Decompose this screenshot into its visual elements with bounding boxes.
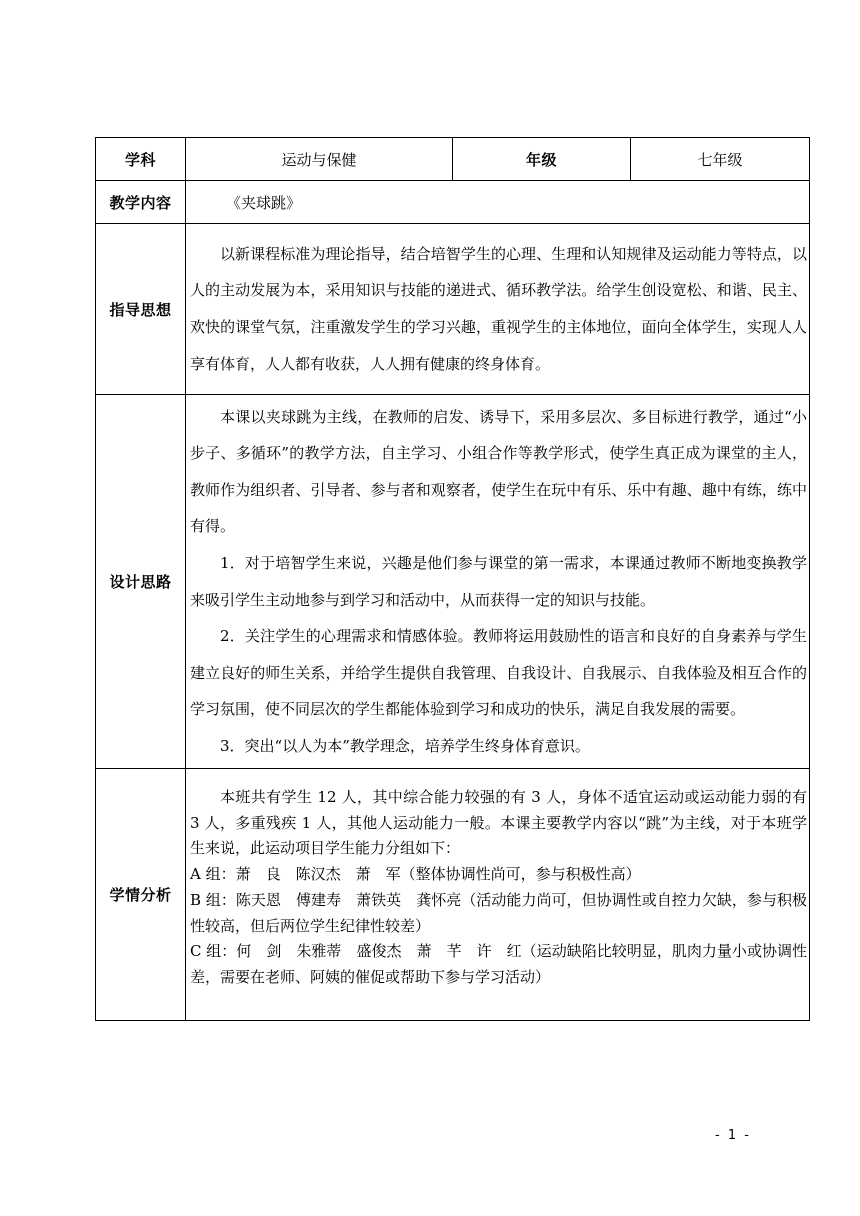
student-analysis-label: 学情分析 <box>96 769 186 1021</box>
guiding-thought-cell <box>186 224 810 395</box>
analysis-group-a: A 组：萧 良 陈汉杰 萧 军（整体协调性尚可，参与积极性高） <box>190 865 641 884</box>
grade-label: 年级 <box>453 138 631 181</box>
grade-value: 七年级 <box>631 138 810 181</box>
guiding-thought-text: 以新课程标准为理论指导，结合培智学生的心理、生理和认知规律及运动能力等特点，以人的主动发展为本，采用知识与技能的递进式、循环教学法。给学生创设宽松、和谐、民主、欢快的课堂气氛，注重激发学生的学习兴趣，重视学生的主体地位，面向全体学生，实现人人享有体育，人人都有收获，人人拥有健康的终身体育。 <box>190 244 807 373</box>
subject-label: 学科 <box>96 138 186 181</box>
design-paragraph: 3．突出“以人为本”教学理念，培养学生终身体育意识。 <box>220 736 590 755</box>
design-paragraph: 2．关注学生的心理需求和情感体验。教师将运用鼓励性的语言和良好的自身素养与学生建立良好的师生关系，并给学生提供自我管理、自我设计、自我展示、自我体验及相互合作的学习氛围，使不同层次的学生都能体验到学习和成功的快乐，满足自我发展的需要。 <box>190 627 807 719</box>
design-idea-cell <box>186 395 810 769</box>
student-analysis-cell <box>186 769 810 1021</box>
teaching-content-label: 教学内容 <box>96 181 186 224</box>
teaching-content-value: 《夹球跳》 <box>186 181 810 224</box>
design-paragraph: 1．对于培智学生来说，兴趣是他们参与课堂的第一需求，本课通过教师不断地变换教学来吸引学生主动地参与到学习和活动中，从而获得一定的知识与技能。 <box>190 553 807 609</box>
design-idea-label: 设计思路 <box>96 395 186 769</box>
analysis-group-c: C 组：何 剑 朱雅蒂 盛俊杰 萧 芊 许 红（运动缺陷比较明显，肌肉力量小或协调性差，需要在老师、阿姨的催促或帮助下参与学习活动） <box>190 942 807 986</box>
lesson-plan-table <box>95 137 810 1021</box>
page-number: - 1 - <box>715 1128 751 1143</box>
subject-value: 运动与保健 <box>186 138 453 181</box>
student-analysis-row <box>96 769 810 1021</box>
teaching-content-row <box>96 181 810 224</box>
subject-grade-row <box>96 138 810 181</box>
design-paragraph: 本课以夹球跳为主线，在教师的启发、诱导下，采用多层次、多目标进行教学，通过“小步子、多循环”的教学方法，自主学习、小组合作等教学形式，使学生真正成为课堂的主人，教师作为组织者、引导者、参与者和观察者，使学生在玩中有乐、乐中有趣、趣中有练，练中有得。 <box>190 407 807 536</box>
guiding-thought-label: 指导思想 <box>96 224 186 395</box>
analysis-group-b: B 组：陈天恩 傅建寿 萧铁英 龚怀亮（活动能力尚可，但协调性或自控力欠缺，参与积极性较高，但后两位学生纪律性较差） <box>190 890 807 935</box>
guiding-thought-row <box>96 224 810 395</box>
design-idea-row <box>96 395 810 769</box>
analysis-intro: 本班共有学生 12 人，其中综合能力较强的有 3 人，身体不适宜运动或运动能力弱的有 3 人，多重残疾 1 人，其他人运动能力一般。本课主要教学内容以“跳”为主线，对于本班学生来说，此运动项目学生能力分组如下： <box>190 788 807 858</box>
